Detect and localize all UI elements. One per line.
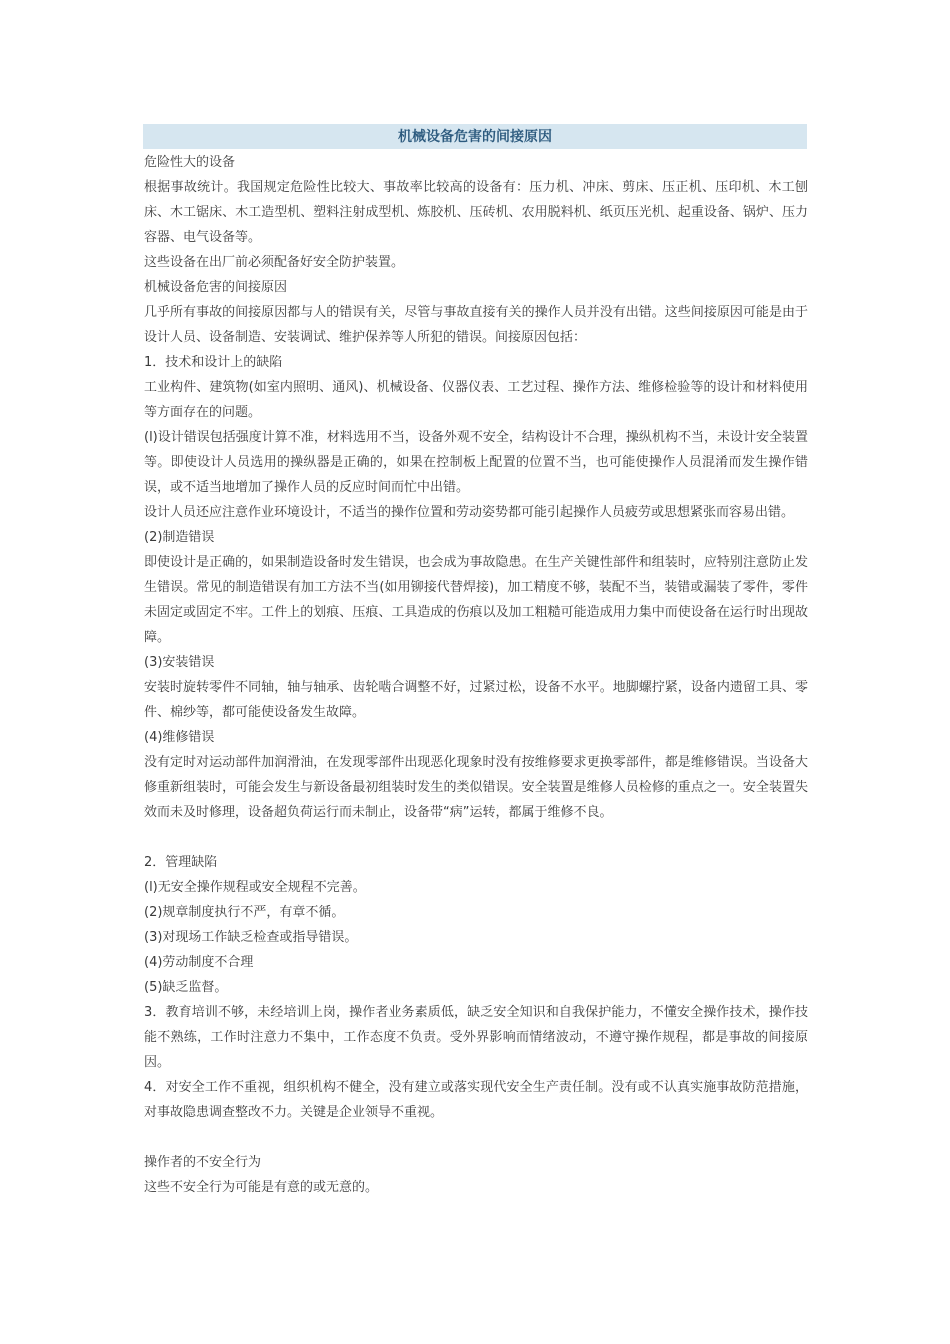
- paragraph: 即使设计是正确的，如果制造设备时发生错误，也会成为事故隐患。在生产关键性部件和组装时，应特别注意防止发生错误。常见的制造错误有加工方法不当(如用铆接代替焊接)，加工精度不够，装配不当，装错或漏装了零件，零件未固定或固定不牢。工件上的划痕、压痕、工具造成的伤痕以及加工粗糙可能造成用力集中而使设备在运行时出现故障。: [144, 555, 808, 645]
- paragraph: (l)无安全操作规程或安全规程不完善。: [144, 880, 366, 895]
- paragraph: (3)安装错误: [144, 655, 215, 670]
- paragraph: 1．技术和设计上的缺陷: [144, 355, 283, 370]
- paragraph: 4．对安全工作不重视，组织机构不健全，没有建立或落实现代安全生产责任制。没有或不认真实施事故防范措施，对事故隐患调查整改不力。关键是企业领导不重视。: [144, 1080, 808, 1120]
- document-title: 机械设备危害的间接原因: [143, 124, 807, 149]
- paragraph: 这些设备在出厂前必须配备好安全防护装置。: [144, 255, 405, 270]
- paragraph: 根据事故统计。我国规定危险性比较大、事故率比较高的设备有：压力机、冲床、剪床、压正机、压印机、木工刨床、木工锯床、木工造型机、塑料注射成型机、炼胶机、压砖机、农用脱料机、纸页压光机、起重设备、锅炉、压力容器、电气设备等。: [144, 180, 808, 245]
- paragraph: 操作者的不安全行为: [144, 1155, 262, 1170]
- paragraph: 3．教育培训不够，未经培训上岗，操作者业务素质低，缺乏安全知识和自我保护能力，不懂安全操作技术，操作技能不熟练，工作时注意力不集中，工作态度不负责。受外界影响而情绪波动，不遵守操作规程，都是事故的间接原因。: [144, 1005, 808, 1070]
- paragraph: (5)缺乏监督。: [144, 980, 228, 995]
- blank-line: [144, 825, 808, 850]
- paragraph: 危险性大的设备: [144, 155, 236, 170]
- paragraph: 工业构件、建筑物(如室内照明、通风)、机械设备、仪器仪表、工艺过程、操作方法、维修检验等的设计和材料使用等方面存在的问题。: [144, 380, 808, 420]
- paragraph: 这些不安全行为可能是有意的或无意的。: [144, 1180, 379, 1195]
- paragraph: (2)制造错误: [144, 530, 215, 545]
- paragraph: (4)劳动制度不合理: [144, 955, 254, 970]
- paragraph: (2)规章制度执行不严，有章不循。: [144, 905, 345, 920]
- paragraph: (4)维修错误: [144, 730, 215, 745]
- paragraph: (l)设计错误包括强度计算不准，材料选用不当，设备外观不安全，结构设计不合理，操纵机构不当，未设计安全装置等。即使设计人员选用的操纵器是正确的，如果在控制板上配置的位置不当，也可能使操作人员混淆而发生操作错误，或不适当地增加了操作人员的反应时间而忙中出错。: [144, 430, 808, 495]
- blank-line: [144, 1125, 808, 1150]
- paragraph: 安装时旋转零件不同轴，轴与轴承、齿轮啮合调整不好，过紧过松，设备不水平。地脚螺拧紧，设备内遗留工具、零件、棉纱等，都可能使设备发生故障。: [144, 680, 808, 720]
- paragraph: 机械设备危害的间接原因: [144, 280, 288, 295]
- paragraph: 没有定时对运动部件加润滑油，在发现零部件出现恶化现象时没有按维修要求更换零部件，都是维修错误。当设备大修重新组装时，可能会发生与新设备最初组装时发生的类似错误。安全装置是维修人员检修的重点之一。安全装置失效而未及时修理，设备超负荷运行而未制止，设备带“病”运转，都属于维修不良。: [144, 755, 808, 820]
- paragraph: 几乎所有事故的间接原因都与人的错误有关，尽管与事故直接有关的操作人员并没有出错。这些间接原因可能是由于设计人员、设备制造、安装调试、维护保养等人所犯的错误。间接原因包括：: [144, 305, 808, 345]
- paragraph: (3)对现场工作缺乏检查或指导错误。: [144, 930, 358, 945]
- paragraph: 设计人员还应注意作业环境设计，不适当的操作位置和劳动姿势都可能引起操作人员疲劳或思想紧张而容易出错。: [144, 505, 795, 520]
- paragraph: 2．管理缺陷: [144, 855, 218, 870]
- document-body: [144, 150, 808, 1200]
